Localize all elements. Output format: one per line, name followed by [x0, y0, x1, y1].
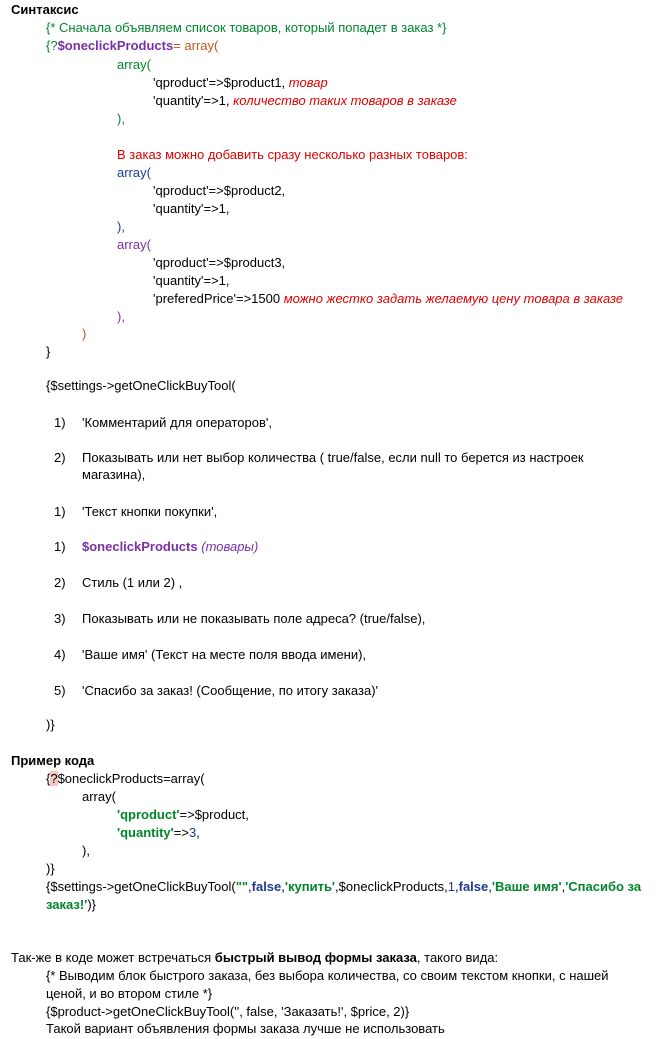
quantity-3: 'quantity'=>1,: [153, 273, 230, 288]
param-var: $oneclickProducts: [82, 539, 198, 554]
param-number: 1): [54, 415, 66, 430]
call-comma: ,: [281, 879, 285, 894]
param-number: 5): [54, 683, 66, 698]
settings-call-open: {$settings->getOneClickBuyTool(: [46, 378, 236, 393]
example-quantity-arrow: =>: [173, 825, 189, 840]
param-note: (товары): [201, 539, 259, 554]
example-qproduct: [117, 807, 249, 823]
param-number: 2): [54, 450, 66, 465]
array-open-1: array(: [117, 57, 151, 72]
call-comma: ,: [561, 879, 566, 894]
param-number: 4): [54, 647, 66, 662]
call-arg-thanks-end: заказ!': [46, 897, 88, 912]
prefered-price: 'preferedPrice'=>1500: [153, 291, 281, 306]
note-multiple: В заказ можно добавить сразу несколько разных товаров:: [117, 147, 468, 162]
call-arg-empty: "": [235, 879, 249, 894]
array-close-2: ),: [117, 219, 125, 234]
settings-call-close: )}: [46, 717, 55, 732]
call-arg-name: 'Ваше имя': [491, 879, 562, 894]
call-comma: ,: [488, 879, 492, 894]
call-end: )}: [87, 897, 96, 912]
example-qproduct-value: =>$product,: [179, 807, 249, 822]
example-quantity-comma: ,: [196, 825, 200, 840]
call-prefix: {$settings->getOneClickBuyTool(: [46, 879, 236, 894]
param-text: 'Текст кнопки покупки',: [82, 504, 218, 519]
param-text: 'Ваше имя' (Текст на месте поля ввода имени),: [82, 647, 367, 662]
note-product: товар: [288, 75, 328, 90]
products-declaration: [46, 38, 218, 54]
block-close: }: [46, 344, 51, 359]
array-open-3: array(: [117, 237, 151, 252]
param-products: [82, 539, 258, 555]
qproduct-1: 'qproduct'=>$product1,: [153, 75, 286, 90]
param-text: 'Спасибо за заказ! (Сообщение, по итогу заказа)': [82, 683, 379, 698]
param-text: Стиль (1 или 2) ,: [82, 575, 183, 590]
intro-end: , такого вида:: [416, 950, 499, 965]
quantity-line-1: [153, 93, 457, 109]
example-qmark: ?: [50, 771, 58, 786]
call-arg-thanks: 'Спасибо за: [565, 879, 642, 894]
quantity-1: 'quantity'=>1,: [153, 93, 230, 108]
syntax-heading: Синтаксис: [11, 2, 79, 17]
param-text: Показывать или не показывать поле адреса? (true/false),: [82, 611, 426, 626]
prefered-price-line: [153, 291, 623, 307]
footer-comment-1: {* Выводим блок быстрого заказа, без выбора количества, со своим текстом кнопки, с нашей: [46, 968, 609, 983]
param-number: 3): [54, 611, 66, 626]
call-arg-style: 1: [447, 879, 455, 894]
qproduct-2: 'qproduct'=>$product2,: [153, 183, 286, 198]
param-text-continuation: магазина),: [82, 467, 146, 482]
outer-close: ): [82, 326, 87, 341]
array-close-3: ),: [117, 309, 125, 324]
example-quantity-value: 3: [188, 825, 197, 840]
example-array-open: array(: [82, 789, 116, 804]
var-name: $oneclickProducts: [57, 38, 174, 53]
call-comma: ,: [455, 879, 459, 894]
param-number: 1): [54, 539, 66, 554]
array-close-1: ),: [117, 111, 125, 126]
qproduct-line-1: [153, 75, 328, 91]
qproduct-3: 'qproduct'=>$product3,: [153, 255, 286, 270]
note-price: можно жестко задать желаемую цену товара в заказе: [283, 291, 624, 306]
param-number: 1): [54, 504, 66, 519]
footer-intro: [11, 950, 498, 966]
call-arg-products: ,$oneclickProducts,: [335, 879, 448, 894]
example-decl: $oneclickProducts=array(: [57, 771, 205, 786]
example-call-continuation: [46, 897, 96, 913]
decl-assign: = array(: [173, 38, 219, 53]
syntax-comment: {* Сначала объявляем список товаров, который попадет в заказ *}: [46, 20, 447, 35]
param-number: 2): [54, 575, 66, 590]
example-array-close: ),: [82, 843, 90, 858]
param-text: 'Комментарий для операторов',: [82, 415, 272, 430]
quantity-2: 'quantity'=>1,: [153, 201, 230, 216]
example-declaration: [46, 771, 205, 787]
array-open-2: array(: [117, 165, 151, 180]
intro-text: Так-же в коде может встречаться: [11, 950, 215, 965]
footer-comment-2: ценой, и во втором стиле *}: [46, 986, 213, 1001]
example-heading: Пример кода: [11, 753, 95, 768]
footer-advice: Такой вариант объявления формы заказа лучше не использовать: [46, 1021, 445, 1036]
param-text: Показывать или нет выбор количества ( true/false, если null то берется из настроек: [82, 450, 584, 465]
example-decl-close: )}: [46, 861, 55, 876]
example-quantity-key: 'quantity': [117, 825, 174, 840]
example-quantity: [117, 825, 200, 841]
example-qproduct-key: 'qproduct': [117, 807, 180, 822]
call-arg-false: false: [458, 879, 489, 894]
decl-open: {?: [46, 38, 58, 53]
call-arg-false: false: [251, 879, 282, 894]
footer-code: {$product->getOneClickBuyTool('', false, 'Заказать!', $price, 2)}: [46, 1004, 410, 1019]
intro-bold: быстрый вывод формы заказа: [214, 950, 417, 965]
call-arg-buy: 'купить': [284, 879, 336, 894]
call-comma: ,: [248, 879, 252, 894]
note-quantity: количество таких товаров в заказе: [233, 93, 457, 108]
example-brace: {: [46, 771, 51, 786]
example-call: [46, 879, 641, 895]
